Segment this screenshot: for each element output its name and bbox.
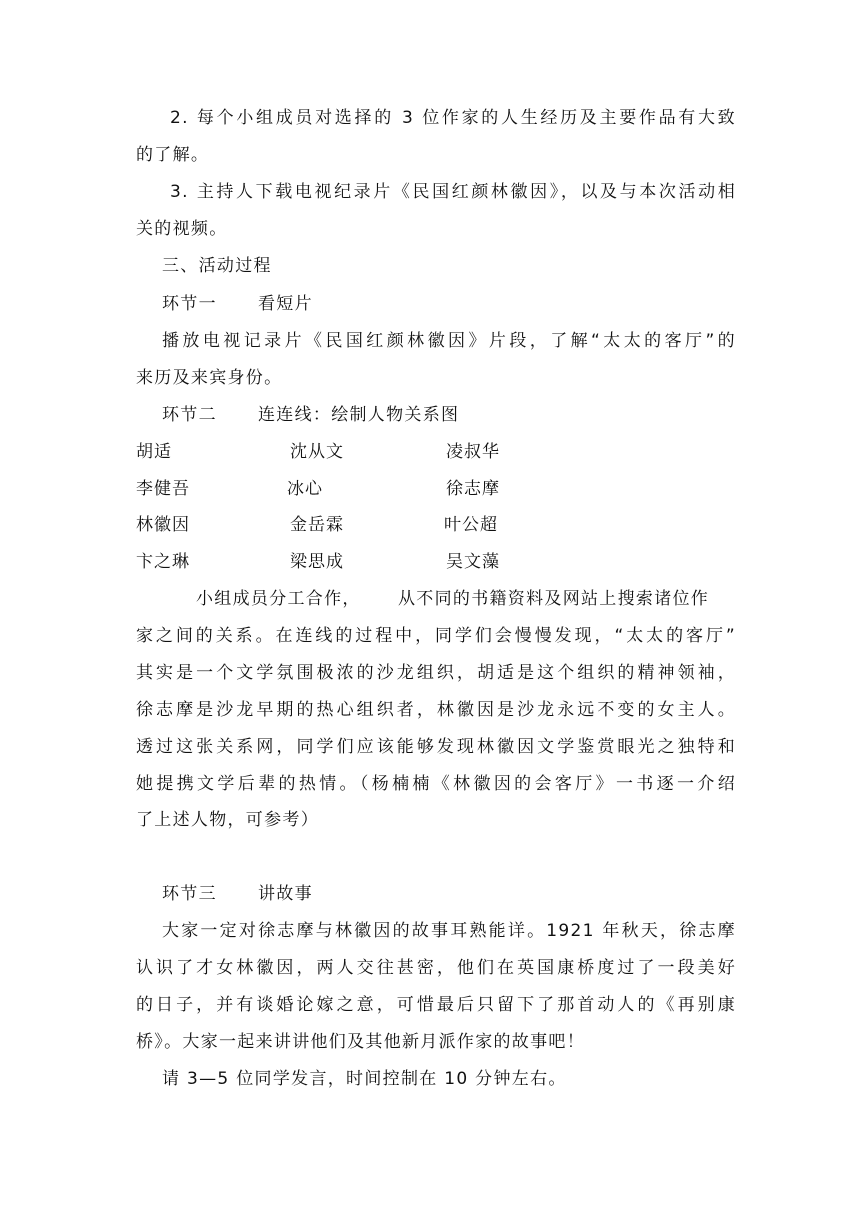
section-heading: 三、活动过程	[162, 256, 272, 276]
stage-3-label: 环节三	[162, 884, 217, 904]
stage-2-label: 环节二	[162, 405, 217, 425]
stage-2-title: 连连线：绘制人物关系图	[258, 405, 460, 425]
stage-2-para-line-7: 了上述人物，可参考）	[136, 810, 319, 830]
stage-2-para-line-1a: 小组成员分工合作，	[196, 589, 361, 609]
stage-2-para-line-4: 徐志摩是沙龙早期的热心组织者，林徽因是沙龙永远不变的女主人。	[136, 700, 736, 720]
name-cell: 叶公超	[444, 515, 498, 535]
name-cell: 林徽因	[136, 515, 190, 535]
stage-1-text-line-2: 来历及来宾身份。	[136, 368, 283, 388]
stage-3-text-line-2: 认识了才女林徽因，两人交往甚密，他们在英国康桥度过了一段美好	[136, 958, 736, 978]
stage-1-title: 看短片	[258, 294, 313, 314]
names-row-2	[136, 477, 736, 501]
names-row-4	[136, 550, 736, 574]
stage-2-para-line-1	[136, 587, 736, 611]
name-cell: 卞之琳	[136, 552, 190, 572]
stage-3-title: 讲故事	[258, 884, 313, 904]
stage-2-para-line-3: 其实是一个文学氛围极浓的沙龙组织，胡适是这个组织的精神领袖，	[136, 663, 736, 683]
stage-2-para-line-5: 透过这张关系网，同学们应该能够发现林徽因文学鉴赏眼光之独特和	[136, 737, 736, 757]
name-cell: 徐志摩	[446, 479, 500, 499]
name-cell: 李健吾	[136, 479, 190, 499]
prep-item-3-line-2: 关的视频。	[136, 219, 228, 239]
name-cell: 胡适	[136, 442, 172, 462]
name-cell: 凌叔华	[446, 442, 500, 462]
stage-2-para-line-1b: 从不同的书籍资料及网站上搜索诸位作	[398, 589, 710, 609]
stage-3-text-line-4: 桥》。大家一起来讲讲他们及其他新月派作家的故事吧！	[136, 1032, 585, 1052]
name-cell: 沈从文	[290, 442, 344, 462]
name-cell: 冰心	[287, 479, 323, 499]
stage-3-heading	[162, 882, 762, 906]
prep-item-2-line-2: 的了解。	[136, 145, 210, 165]
stage-2-para-line-2: 家之间的关系。在连线的过程中，同学们会慢慢发现，“太太的客厅”	[136, 626, 736, 646]
name-cell: 梁思成	[290, 552, 344, 572]
stage-3-text-line-5: 请 3—5 位同学发言，时间控制在 10 分钟左右。	[162, 1069, 567, 1089]
stage-3-text-line-1: 大家一定对徐志摩与林徽因的故事耳熟能详。1921 年秋天，徐志摩	[162, 921, 736, 941]
names-row-1	[136, 440, 736, 464]
stage-1-text-line-1: 播放电视记录片《民国红颜林徽因》片段，了解“太太的客厅”的	[162, 331, 736, 351]
name-cell: 金岳霖	[290, 515, 344, 535]
stage-1-heading	[162, 292, 762, 316]
prep-item-2-line-1: 2. 每个小组成员对选择的 3 位作家的人生经历及主要作品有大致	[170, 108, 736, 128]
stage-2-heading	[162, 403, 762, 427]
name-cell: 吴文藻	[446, 552, 500, 572]
stage-3-text-line-3: 的日子，并有谈婚论嫁之意，可惜最后只留下了那首动人的《再别康	[136, 995, 736, 1015]
stage-2-para-line-6: 她提携文学后辈的热情。（杨楠楠《林徽因的会客厅》一书逐一介绍	[136, 774, 736, 794]
names-row-3	[136, 513, 736, 537]
prep-item-3-line-1: 3. 主持人下载电视纪录片《民国红颜林徽因》，以及与本次活动相	[170, 182, 736, 202]
stage-1-label: 环节一	[162, 294, 217, 314]
